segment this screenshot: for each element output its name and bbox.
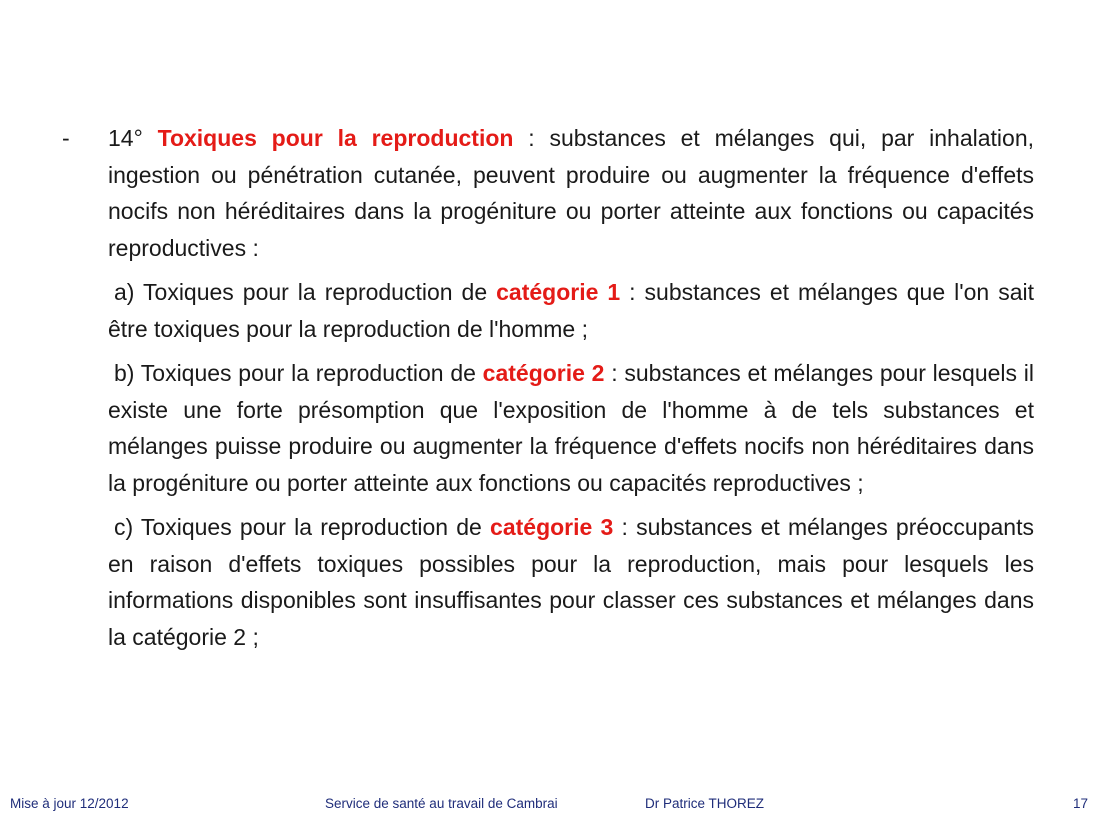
item-b-rest: : substances et mélanges pour lesquels il existe une forte présomption que l'exposition de l'homme à de tels substances et mélanges puisse produire ou augmenter la fréquence d'effets nocifs non héréditaires dans la progéniture ou porter atteinte aux fonctions ou capacités reproductives ; — [108, 360, 1034, 496]
item-b-highlight: catégorie 2 — [482, 360, 605, 386]
item-a-paragraph — [108, 274, 1034, 347]
footer-author: Dr Patrice THOREZ — [645, 796, 765, 811]
item-c-prefix: c) Toxiques pour la reproduction de — [114, 514, 491, 540]
item-c-paragraph — [108, 509, 1034, 655]
footer-page-number: 17 — [1072, 796, 1088, 811]
item-a-rest: : substances et mélanges que l'on sait être toxiques pour la reproduction de l'homme ; — [108, 279, 1034, 342]
item-c-highlight: catégorie 3 — [490, 514, 614, 540]
slide-footer — [0, 796, 1100, 814]
item-b-paragraph — [108, 355, 1034, 501]
intro-paragraph — [108, 120, 1034, 266]
slide-content — [62, 120, 1034, 655]
intro-prefix: 14° — [108, 125, 158, 151]
intro-bullet — [62, 120, 1034, 266]
item-a-prefix: a) Toxiques pour la reproduction de — [114, 279, 497, 305]
item-b-prefix: b) Toxiques pour la reproduction de — [114, 360, 483, 386]
item-c-rest: : substances et mélanges préoccupants en raison d'effets toxiques possibles pour la reproduction, mais pour lesquels les informations disponibles sont insuffisantes pour classer ces substances et mélanges dans la catégorie 2 ; — [108, 514, 1034, 650]
footer-service: Service de santé au travail de Cambrai — [325, 796, 558, 811]
footer-date: Mise à jour 12/2012 — [10, 796, 129, 811]
bullet-dash: - — [62, 125, 70, 151]
intro-rest: : substances et mélanges qui, par inhalation, ingestion ou pénétration cutanée, peuvent produire ou augmenter la fréquence d'effets nocifs non héréditaires dans la progéniture ou porter atteinte aux fonctions ou capacités reproductives : — [108, 125, 1035, 261]
intro-highlight: Toxiques pour la reproduction — [157, 125, 514, 151]
item-a-highlight: catégorie 1 — [496, 279, 621, 305]
